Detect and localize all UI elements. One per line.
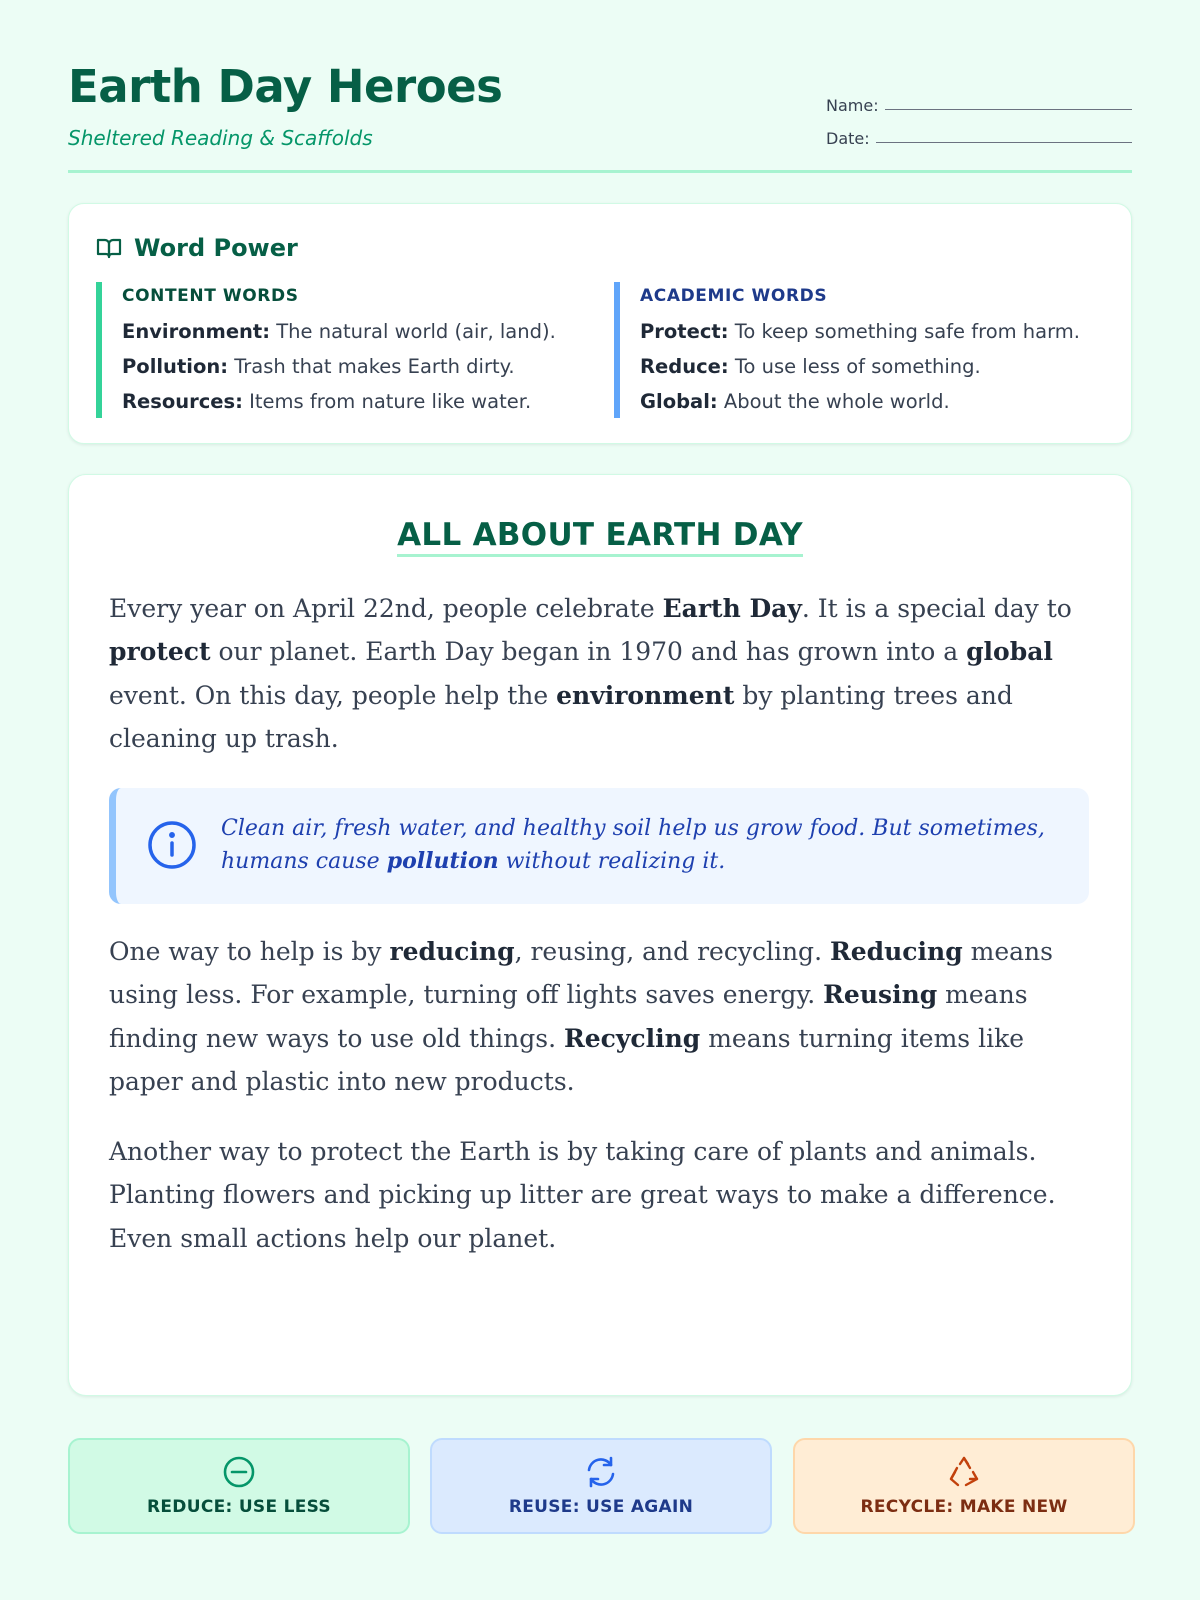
vocab-definition: To keep something safe from harm.: [728, 320, 1080, 343]
vocab-item: [122, 384, 576, 419]
text-run: by planting trees and cleaning up trash.: [109, 680, 1013, 754]
bold-term: Reducing: [829, 937, 963, 966]
bold-term: environment: [556, 680, 735, 710]
academic-words-heading: ACADEMIC WORDS: [640, 286, 828, 306]
vocab-item: [640, 349, 1114, 384]
vocab-item: [640, 384, 1114, 419]
name-line[interactable]: [885, 109, 1132, 110]
vocab-definition: About the whole world.: [717, 390, 950, 413]
reuse-tile: [430, 1438, 772, 1534]
vocab-term: Reduce:: [640, 355, 729, 378]
page-title: Earth Day Heroes: [68, 60, 503, 113]
vocab-term: Pollution:: [122, 355, 229, 378]
book-open-icon: [96, 236, 122, 260]
date-label: Date:: [826, 129, 870, 148]
name-field[interactable]: [826, 82, 1132, 115]
text-run: , reusing, and recycling.: [514, 937, 830, 966]
bold-term: pollution: [386, 848, 499, 874]
vocab-term: Global:: [640, 390, 718, 413]
text-run: means turning items like paper and plastic into new products.: [109, 1023, 1025, 1097]
name-label: Name:: [826, 96, 879, 115]
academic-words-column: [614, 282, 1114, 418]
vocab-term: Protect:: [640, 320, 729, 343]
text-run: Every year on April 22nd, people celebrate: [109, 594, 663, 623]
bold-term: Recycling: [563, 1023, 701, 1053]
text-run: means finding new ways to use old things.: [109, 980, 1028, 1053]
date-line[interactable]: [876, 142, 1132, 143]
bold-term: Earth Day: [662, 594, 802, 623]
word-power-heading: [96, 234, 298, 262]
recycle-label: RECYCLE: MAKE NEW: [860, 1497, 1068, 1517]
vocab-item: [122, 349, 576, 384]
text-run: . It is a special day to: [801, 594, 1072, 623]
text-run: without realizing it.: [498, 849, 726, 874]
page-subtitle: Sheltered Reading & Scaffolds: [68, 126, 373, 150]
bold-term: reducing: [389, 937, 515, 966]
content-words-column: [96, 282, 576, 418]
info-icon: [146, 819, 198, 871]
vocab-definition: To use less of something.: [728, 355, 981, 378]
reading-paragraph-1: [109, 587, 1099, 761]
bold-term: global: [966, 637, 1053, 667]
page-header: [68, 0, 1132, 173]
reduce-tile: [68, 1438, 410, 1534]
content-words-heading: CONTENT WORDS: [122, 286, 299, 306]
vocab-definition: Trash that makes Earth dirty.: [228, 355, 515, 378]
minus-circle-icon: [222, 1455, 256, 1489]
text-run: Clean air, fresh water, and healthy soil help us grow food. But sometimes, humans cause: [221, 816, 1045, 874]
reduce-label: REDUCE: USE LESS: [147, 1497, 331, 1517]
student-fields: [826, 82, 1132, 148]
reading-paragraph-2: [109, 930, 1099, 1104]
info-callout: [109, 788, 1089, 904]
text-run: our planet. Earth Day began in 1970 and has grown into a: [210, 637, 967, 667]
refresh-icon: [584, 1455, 618, 1489]
reading-title: [69, 517, 1131, 553]
reuse-label: REUSE: USE AGAIN: [508, 1497, 694, 1517]
text-run: One way to help is by: [109, 937, 390, 966]
word-power-title: Word Power: [134, 234, 298, 262]
reading-card: [68, 474, 1132, 1396]
bold-term: Reusing: [823, 980, 938, 1010]
callout-text: [221, 813, 1071, 878]
reading-title-text: ALL ABOUT EARTH DAY: [397, 517, 803, 557]
text-run: means using less. For example, turning off lights saves energy.: [109, 937, 1053, 1010]
text-run: event. On this day, people help the: [109, 680, 557, 710]
vocab-item: [640, 314, 1114, 349]
vocab-term: Resources:: [122, 390, 243, 413]
vocab-term: Environment:: [122, 320, 271, 343]
recycle-icon: [947, 1455, 981, 1489]
vocab-definition: Items from nature like water.: [242, 390, 532, 413]
vocab-definition: The natural world (air, land).: [270, 320, 556, 343]
reading-paragraph-3: Another way to protect the Earth is by taking care of plants and animals. Planting flowers and picking up litter are great ways to make a difference. Even small actions help our planet.: [109, 1137, 1056, 1253]
vocab-item: [122, 314, 576, 349]
word-power-card: [68, 203, 1132, 444]
date-field[interactable]: [826, 115, 1132, 148]
bold-term: protect: [109, 637, 211, 667]
recycle-tile: [793, 1438, 1135, 1534]
